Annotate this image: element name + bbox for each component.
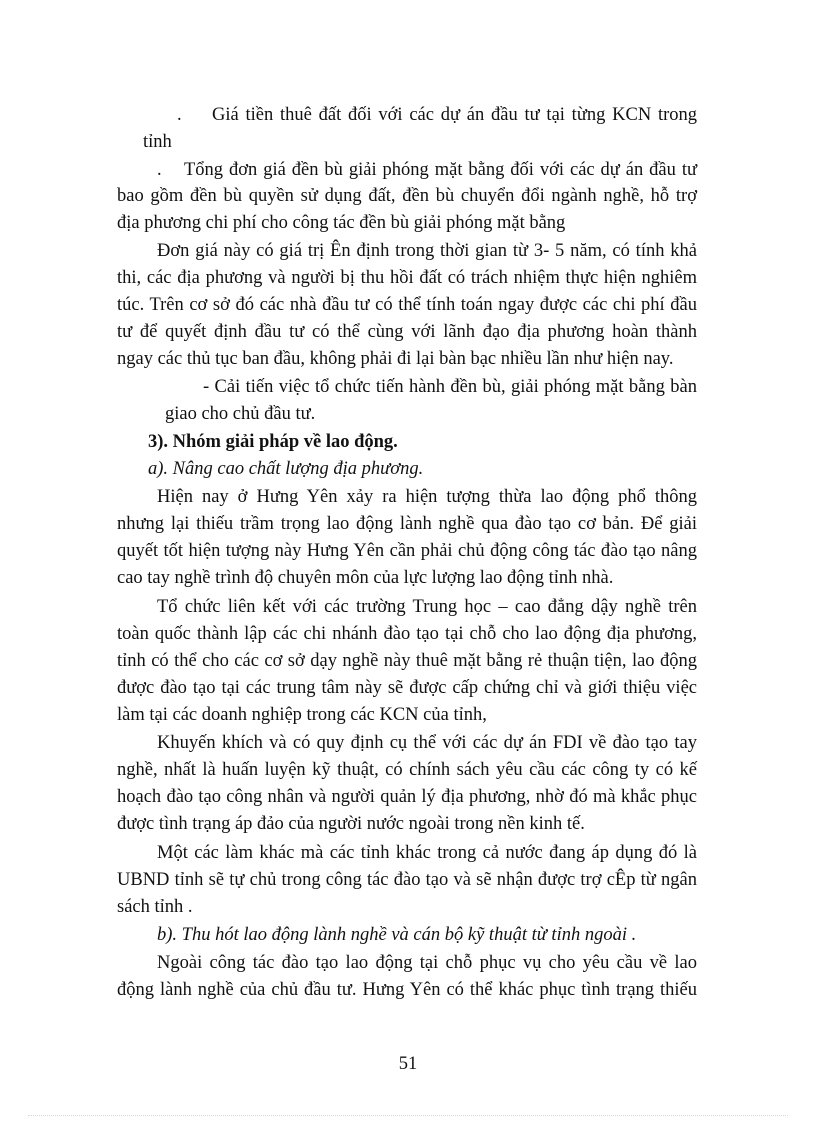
paragraph-line: Khuyến khích và có quy định cụ thể với các dự án FDI về đào tạo tay — [157, 733, 697, 753]
paragraph-line: túc. Trên cơ sở đó các nhà đầu tư có thể tính toán ngay được các chi phí đầu — [117, 295, 697, 315]
paragraph-line: nghề, nhất là huấn luyện kỹ thuật, có chính sách yêu cầu các công ty có kế — [117, 760, 697, 780]
bullet-text-land-rent: Giá tiền thuê đất đối với các dự án đầu tư tại từng KCN trong — [212, 105, 697, 125]
footer-divider — [28, 1115, 788, 1116]
bullet-marker: . — [157, 160, 162, 180]
bullet-text-land-rent-cont: tỉnh — [143, 132, 172, 152]
paragraph-line: Hiện nay ở Hưng Yên xảy ra hiện tượng thừa lao động phổ thông — [157, 487, 697, 507]
paragraph-line: tỉnh có thể cho các cơ sở dạy nghề này thuê mặt bằng rẻ thuận tiện, lao động — [117, 651, 697, 671]
paragraph-line: được đào tạo tại các trung tâm này sẽ được cấp chứng chỉ và giới thiệu việc — [117, 678, 697, 698]
list-item-dash-cont: giao cho chủ đầu tư. — [165, 404, 316, 424]
paragraph-line: động lành nghề của chủ đầu tư. Hưng Yên có thể khác phục tình trạng thiếu — [117, 980, 697, 1000]
paragraph-line: UBND tỉnh sẽ tự chủ trong công tác đào tạo và sẽ nhận được trợ cÊp từ ngân — [117, 870, 697, 890]
paragraph-line: sách tỉnh . — [117, 897, 193, 917]
paragraph-line: làm tại các doanh nghiệp trong các KCN của tỉnh, — [117, 705, 487, 725]
list-item-dash: - Cải tiến việc tổ chức tiến hành đền bù, giải phóng mặt bằng bàn — [203, 377, 697, 397]
bullet-marker: . — [177, 105, 182, 125]
paragraph-line: Ngoài công tác đào tạo lao động tại chỗ phục vụ cho yêu cầu về lao — [157, 953, 697, 973]
paragraph-line: Tổ chức liên kết với các trường Trung học – cao đẳng dậy nghề trên — [157, 597, 697, 617]
paragraph-line: toàn quốc thành lập các chi nhánh đào tạo tại chỗ cho lao động địa phương, — [117, 624, 697, 644]
paragraph-line: bao gồm đền bù quyền sử dụng đất, đền bù chuyển đổi ngành nghề, hỗ trợ — [117, 186, 697, 206]
paragraph-line: tư để quyết định đầu tư có thể cùng với lãnh đạo địa phương hoàn thành — [117, 322, 697, 342]
paragraph-line: Đơn giá này có giá trị Ên định trong thời gian từ 3- 5 năm, có tính khả — [157, 241, 697, 261]
paragraph-line: cao tay nghề trình độ chuyên môn của lực lượng lao động tỉnh nhà. — [117, 568, 614, 588]
section-heading: 3). Nhóm giải pháp về lao động. — [148, 432, 398, 452]
paragraph-line: được tình trạng áp đảo của người nước ngoài trong nền kinh tế. — [117, 814, 585, 834]
paragraph-line: Một các làm khác mà các tỉnh khác trong cả nước đang áp dụng đó là — [157, 843, 697, 863]
paragraph-line: hoạch đào tạo công nhân và người quản lý địa phương, nhờ đó mà khắc phục — [117, 787, 697, 807]
page-number: 51 — [398, 1054, 418, 1074]
bullet-text-compensation: Tổng đơn giá đền bù giải phóng mặt bằng đối với các dự án đầu tư — [184, 160, 697, 180]
paragraph-line: thi, các địa phương và người bị thu hồi đất có trách nhiệm thực hiện nghiêm — [117, 268, 697, 288]
paragraph-line: ngay các thủ tục ban đầu, không phải đi lại bàn bạc nhiều lần như hiện nay. — [117, 349, 674, 369]
subsection-heading: a). Nâng cao chất lượng địa phương. — [148, 459, 424, 479]
paragraph-line: nhưng lại thiếu trầm trọng lao động lành nghề qua đào tạo cơ bản. Để giải — [117, 514, 697, 534]
subsection-heading: b). Thu hót lao động lành nghề và cán bộ kỹ thuật từ tỉnh ngoài . — [157, 925, 637, 945]
paragraph-line: quyết tốt hiện tượng này Hưng Yên cần phải chủ động công tác đào tạo nâng — [117, 541, 697, 561]
paragraph-line: địa phương chi phí cho công tác đền bù giải phóng mặt bằng — [117, 213, 566, 233]
